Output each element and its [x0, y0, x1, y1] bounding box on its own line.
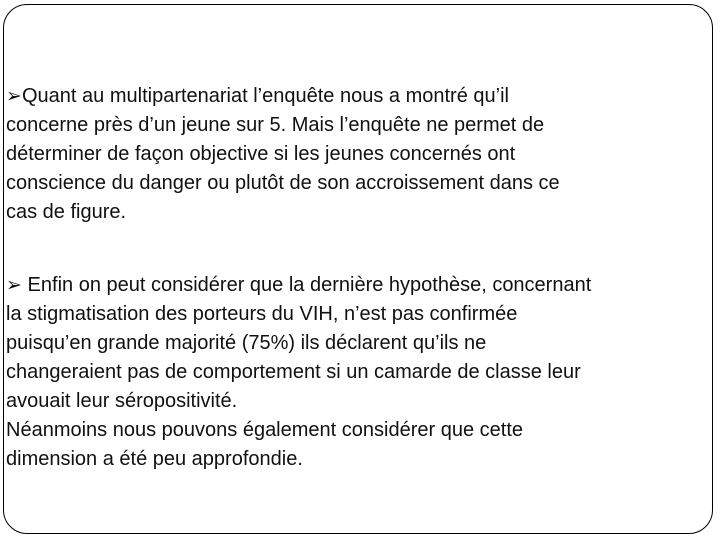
paragraph-stigmatisation — [6, 271, 712, 474]
text-line: Néanmoins nous pouvons également considérer que cette — [6, 419, 523, 441]
paragraph-multipartenariat — [6, 82, 712, 227]
slide-content — [6, 82, 712, 474]
text-line: puisqu’en grande majorité (75%) ils déclarent qu’ils ne — [6, 332, 487, 354]
text-line: cas de figure. — [6, 201, 127, 223]
arrow-bullet-icon: ➢ — [6, 86, 22, 107]
text-line: concerne près d’un jeune sur 5. Mais l’enquête ne permet de — [6, 114, 545, 136]
arrow-bullet-icon: ➢ — [6, 275, 22, 296]
text-line: Quant au multipartenariat l’enquête nous a montré qu’il — [22, 85, 509, 107]
text-line: conscience du danger ou plutôt de son accroissement dans ce — [6, 172, 560, 194]
text-line: Enfin on peut considérer que la dernière hypothèse, concernant — [22, 274, 592, 296]
text-line: la stigmatisation des porteurs du VIH, n’est pas confirmée — [6, 303, 518, 325]
text-line: dimension a été peu approfondie. — [6, 448, 303, 470]
text-line: avouait leur séropositivité. — [6, 390, 238, 412]
text-line: changeraient pas de comportement si un camarde de classe leur — [6, 361, 581, 383]
text-line: déterminer de façon objective si les jeunes concernés ont — [6, 143, 516, 165]
